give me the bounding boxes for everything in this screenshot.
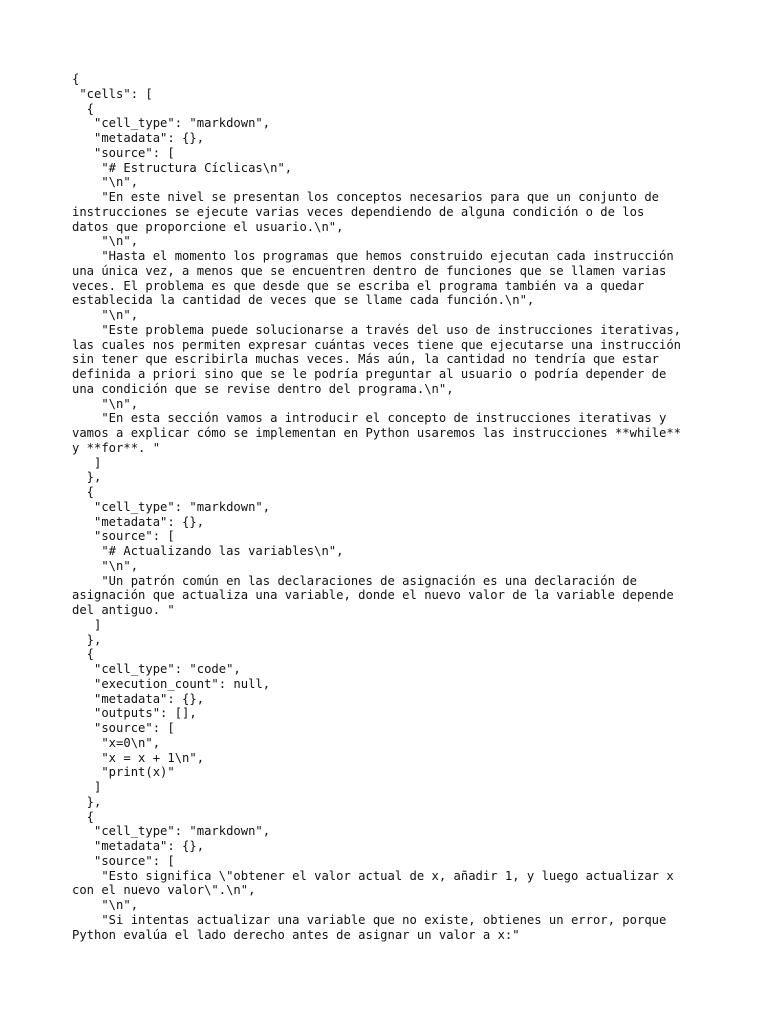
text-line: "\n", <box>72 175 139 190</box>
text-line: }, <box>72 632 102 647</box>
text-line: "cell_type": "markdown", <box>72 116 271 131</box>
text-line: "\n", <box>72 308 139 322</box>
text-line: sin tener que escribirla muchas veces. Más aún, la cantidad no tendría que estar <box>72 352 659 367</box>
text-line: { <box>72 809 95 824</box>
notebook-json-text <box>72 72 692 942</box>
text-line: "source": [ <box>72 145 175 160</box>
text-line: del antiguo. " <box>72 603 175 617</box>
text-line: "# Estructura Cíclicas\n", <box>72 160 293 175</box>
text-line: { <box>72 485 95 499</box>
text-line: vamos a explicar cómo se implementan en Python usaremos las instrucciones **while** <box>72 426 682 440</box>
text-line: "cells": [ <box>72 86 153 101</box>
text-line: "Un patrón común en las declaraciones de asignación es una declaración de <box>72 573 637 588</box>
text-line: "En esta sección vamos a introducir el concepto de instrucciones iterativas y <box>72 411 667 426</box>
text-line: veces. El problema es que desde que se escriba el programa también va a quedar <box>72 278 645 293</box>
text-line: "cell_type": "markdown", <box>72 824 271 839</box>
text-line: "# Actualizando las variables\n", <box>72 544 344 558</box>
text-line: { <box>72 647 95 662</box>
text-line: "Esto significa \"obtener el valor actual de x, añadir 1, y luego actualizar x <box>72 868 674 883</box>
text-line: "\n", <box>72 558 139 573</box>
text-line: }, <box>72 794 102 809</box>
text-line: con el nuevo valor\".\n", <box>72 883 256 898</box>
text-line: definida a priori sino que se le podría preguntar al usuario o podría depender de <box>72 367 667 381</box>
text-line: "source": [ <box>72 853 175 868</box>
text-line: "x = x + 1\n", <box>72 750 205 765</box>
text-line: establecida la cantidad de veces que se llame cada función.\n", <box>72 293 535 308</box>
text-line: las cuales nos permiten expresar cuántas veces tiene que ejecutarse una instrucción <box>72 337 682 352</box>
text-line: "metadata": {}, <box>72 514 205 529</box>
text-line: "source": [ <box>72 529 175 544</box>
text-line: "\n", <box>72 234 139 249</box>
text-line: una condición que se revise dentro del programa.\n", <box>72 381 454 396</box>
text-line: { <box>72 101 95 116</box>
text-line: asignación que actualiza una variable, donde el nuevo valor de la variable depende <box>72 588 674 603</box>
text-line: { <box>72 72 80 86</box>
text-line: "metadata": {}, <box>72 839 205 853</box>
text-line: "source": [ <box>72 721 175 735</box>
text-line: y **for**. " <box>72 440 161 455</box>
text-line: "metadata": {}, <box>72 691 205 706</box>
text-line: "metadata": {}, <box>72 131 205 145</box>
text-line: "Si intentas actualizar una variable que no existe, obtienes un error, porque <box>72 912 667 927</box>
text-line: instrucciones se ejecute varias veces dependiendo de alguna condición o de los <box>72 204 645 219</box>
text-line: "Este problema puede solucionarse a través del uso de instrucciones iterativas, <box>72 322 682 337</box>
text-line: ] <box>72 617 102 632</box>
text-line: "Hasta el momento los programas que hemos construido ejecutan cada instrucción <box>72 249 674 263</box>
text-line: "cell_type": "markdown", <box>72 499 271 514</box>
text-line: "\n", <box>72 898 139 912</box>
text-line: }, <box>72 470 102 485</box>
text-line: una única vez, a menos que se encuentren dentro de funciones que se llamen varias <box>72 263 667 278</box>
text-line: "x=0\n", <box>72 735 161 750</box>
text-line: "print(x)" <box>72 765 175 780</box>
text-line: "outputs": [], <box>72 706 197 721</box>
text-line: "cell_type": "code", <box>72 662 241 676</box>
text-line: "En este nivel se presentan los conceptos necesarios para que un conjunto de <box>72 190 659 204</box>
text-line: ] <box>72 780 102 794</box>
text-line: "execution_count": null, <box>72 676 271 691</box>
text-line: Python evalúa el lado derecho antes de asignar un valor a x:" <box>72 927 520 942</box>
text-line: "\n", <box>72 396 139 411</box>
text-line: ] <box>72 455 102 470</box>
text-line: datos que proporcione el usuario.\n", <box>72 219 344 234</box>
